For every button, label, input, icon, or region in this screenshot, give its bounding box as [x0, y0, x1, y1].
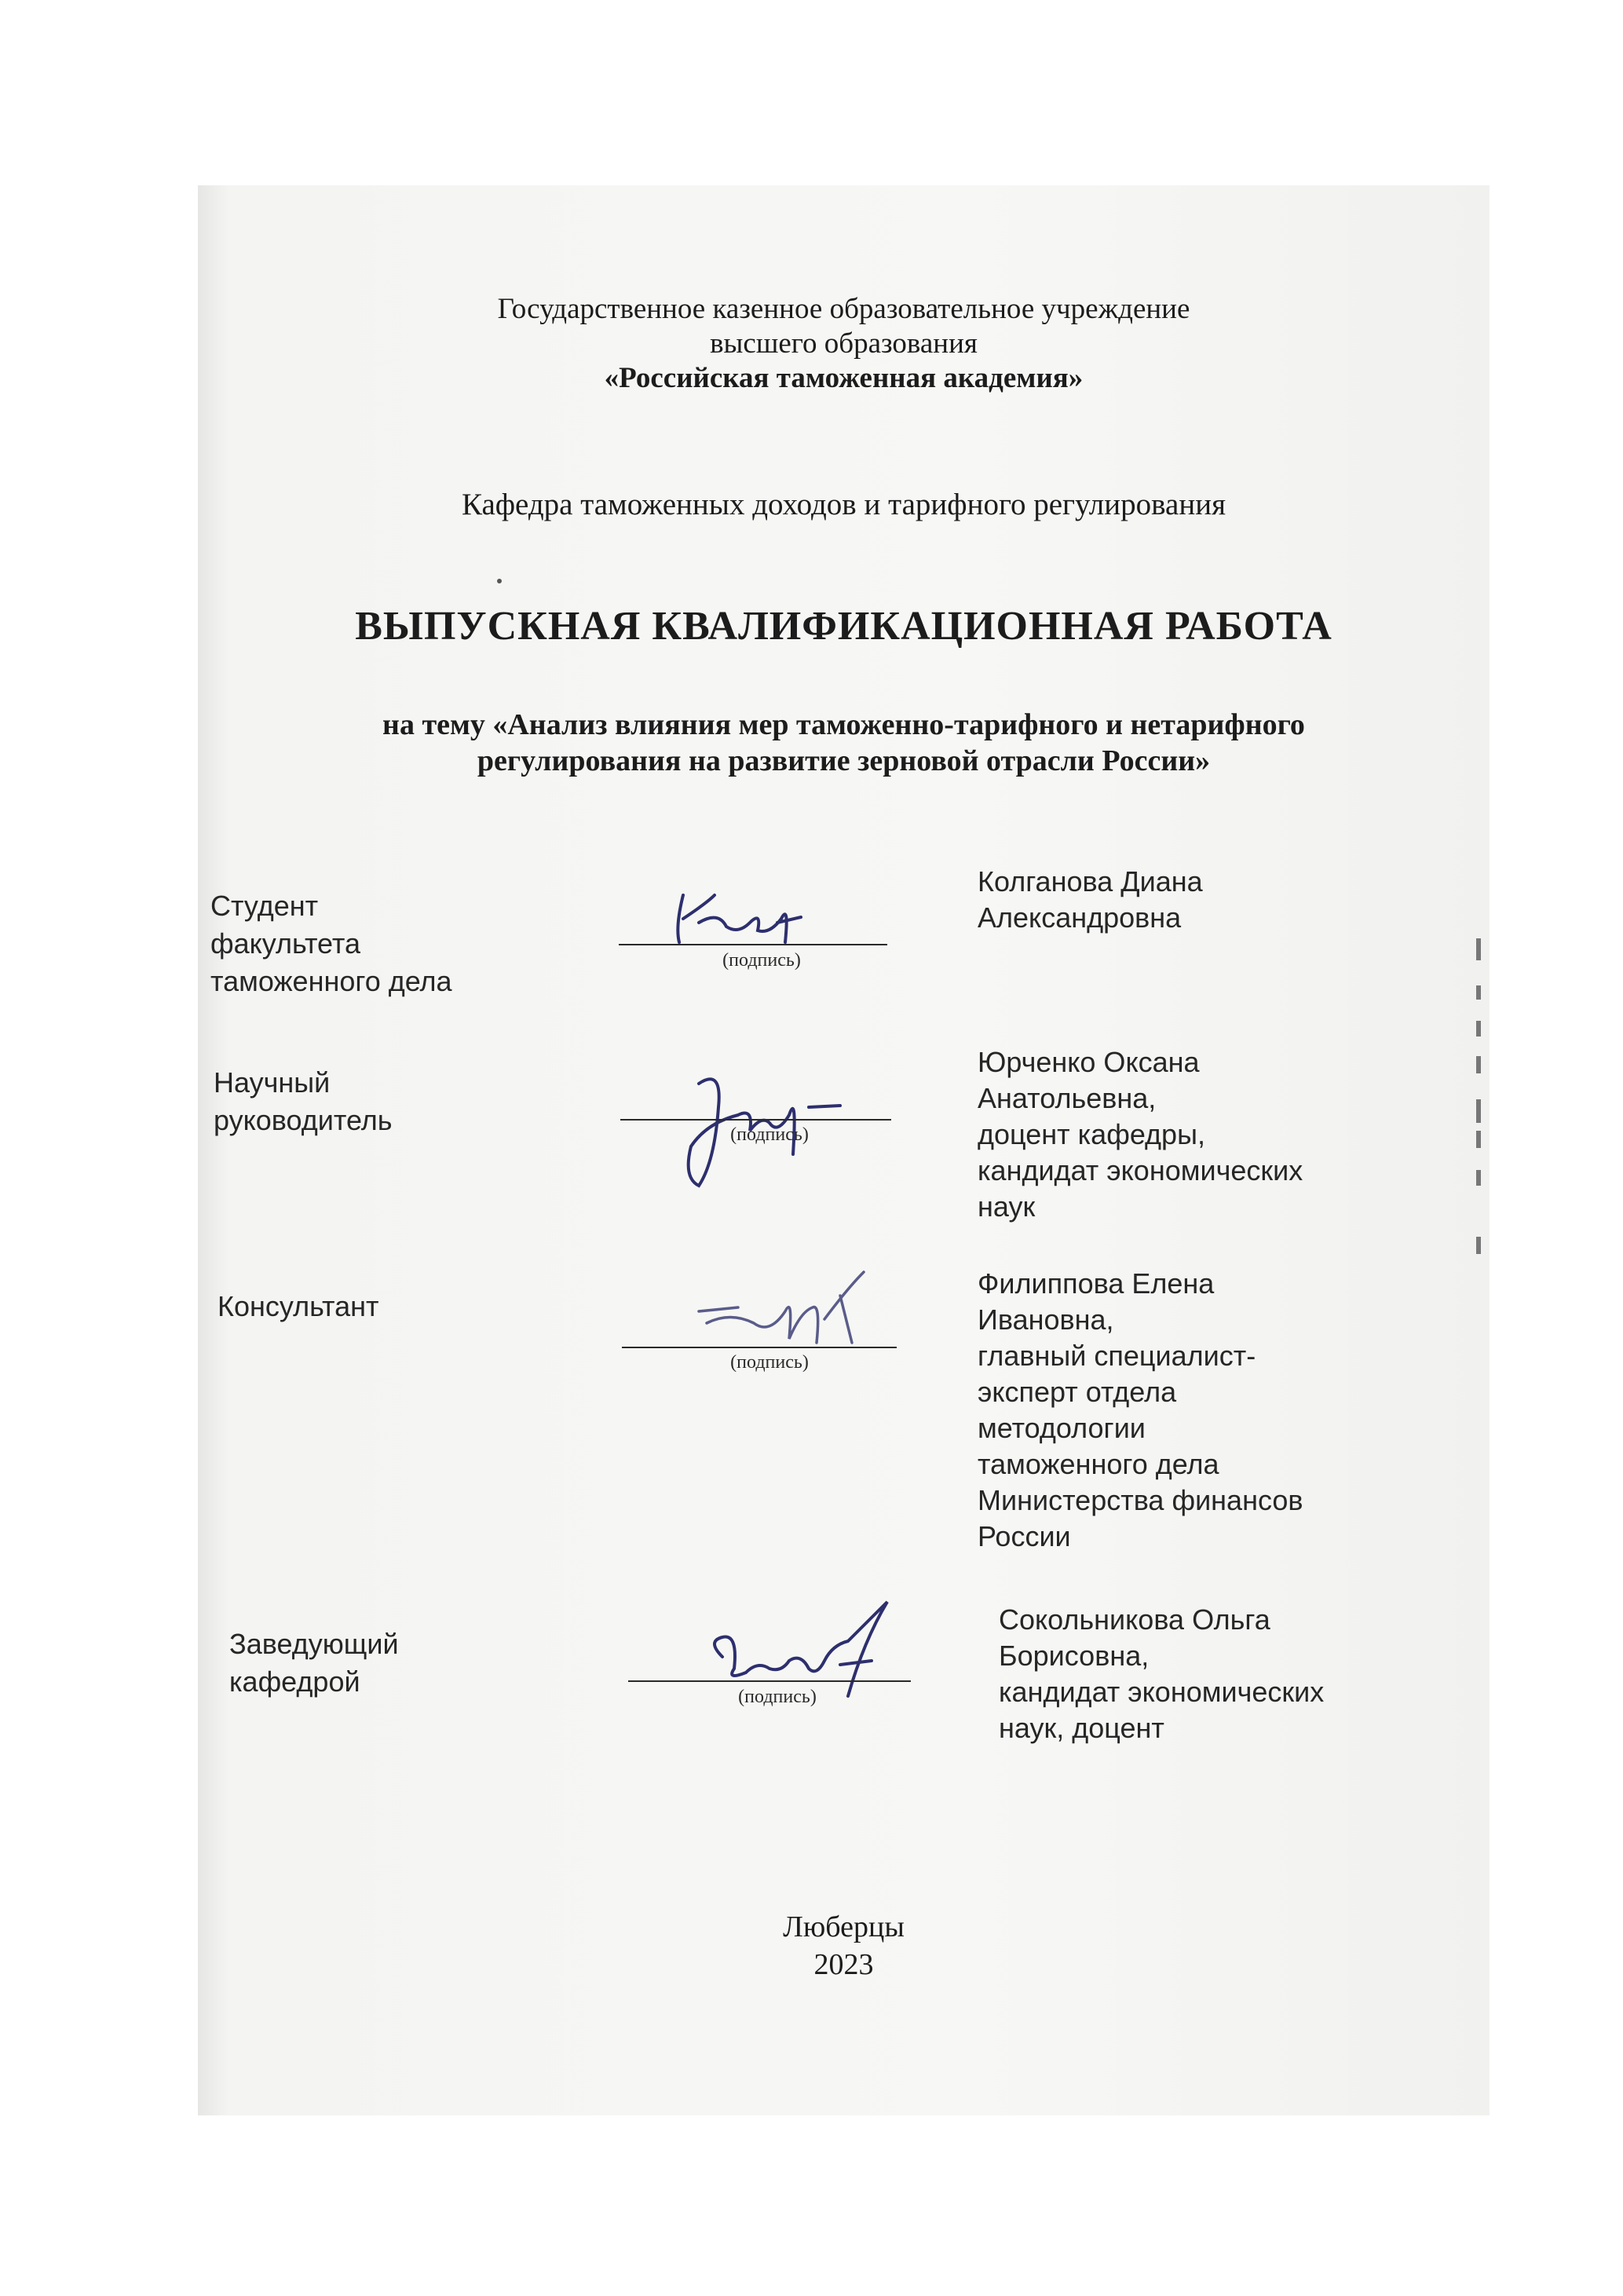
- role-line: Научный: [214, 1066, 331, 1099]
- name-line: эксперт отдела: [978, 1376, 1177, 1408]
- supervisor-role: [214, 1064, 393, 1139]
- role-line: таможенного дела: [210, 965, 452, 997]
- institution-name: «Российская таможенная академия»: [604, 362, 1084, 394]
- thesis-topic-line-1: на тему «Анализ влияния мер таможенно-тарифного и нетарифного: [382, 708, 1305, 741]
- name-line: доцент кафедры,: [978, 1118, 1205, 1150]
- head-of-department-role: [229, 1625, 399, 1701]
- role-line: руководитель: [214, 1104, 393, 1136]
- consultant-name: [978, 1266, 1303, 1555]
- supervisor-signature-line: [620, 1119, 891, 1121]
- thesis-topic-line-2: регулирования на развитие зерновой отрасли России»: [477, 744, 1211, 777]
- consultant-signature-line: [622, 1347, 897, 1348]
- name-line: Юрченко Оксана: [978, 1046, 1200, 1078]
- student-signature: [652, 879, 856, 958]
- role-line: кафедрой: [229, 1665, 360, 1698]
- student-role: [210, 887, 452, 1000]
- scan-edge-mark: [1476, 985, 1481, 1000]
- institution-level: высшего образования: [710, 327, 978, 360]
- signature-caption: (подпись): [730, 1124, 809, 1145]
- scan-edge-mark: [1476, 1170, 1481, 1186]
- scan-edge-mark: [1476, 1237, 1481, 1254]
- name-line: Сокольникова Ольга: [999, 1603, 1270, 1636]
- consultant-signature: [683, 1264, 887, 1366]
- institution-header: [198, 292, 1490, 396]
- consultant-role: [217, 1288, 379, 1325]
- name-line: Колганова Диана: [978, 865, 1203, 898]
- department-name: Кафедра таможенных доходов и тарифного регулирования: [461, 488, 1226, 521]
- name-line: наук, доцент: [999, 1712, 1164, 1744]
- name-line: главный специалист-: [978, 1340, 1256, 1372]
- name-line: Борисовна,: [999, 1640, 1150, 1672]
- name-line: кандидат экономических: [978, 1154, 1303, 1186]
- institution-type: Государственное казенное образовательное учреждение: [497, 293, 1190, 325]
- scan-edge-mark: [1476, 1131, 1481, 1148]
- name-line: наук: [978, 1190, 1036, 1223]
- head-of-department-signature-line: [628, 1680, 911, 1682]
- name-line: Министерства финансов: [978, 1484, 1303, 1516]
- footer: [198, 1908, 1490, 1983]
- head-of-department-name: [999, 1602, 1324, 1746]
- name-line: Анатольевна,: [978, 1082, 1157, 1114]
- student-name: [978, 864, 1203, 936]
- role-line: Студент: [210, 890, 319, 922]
- signature-caption: (подпись): [730, 1352, 809, 1373]
- signature-caption: (подпись): [738, 1687, 817, 1707]
- name-line: России: [978, 1520, 1071, 1552]
- student-signature-line: [619, 944, 887, 945]
- scan-speck: [497, 579, 502, 583]
- year: 2023: [813, 1948, 874, 1981]
- name-line: методологии: [978, 1412, 1146, 1444]
- role-line: Заведующий: [229, 1628, 399, 1660]
- scan-edge-mark: [1476, 1021, 1481, 1036]
- role-line: факультета: [210, 927, 360, 960]
- supervisor-name: [978, 1044, 1303, 1225]
- name-line: таможенного дела: [978, 1448, 1219, 1480]
- name-line: Филиппова Елена: [978, 1267, 1215, 1300]
- signature-caption: (подпись): [722, 950, 801, 971]
- name-line: кандидат экономических: [999, 1676, 1325, 1708]
- scan-edge-mark: [1476, 1099, 1481, 1123]
- document-title: ВЫПУСКНАЯ КВАЛИФИКАЦИОННАЯ РАБОТА: [355, 604, 1332, 649]
- thesis-topic: [198, 707, 1490, 779]
- scan-edge-mark: [1476, 938, 1481, 960]
- scan-edge-mark: [1476, 1056, 1481, 1073]
- name-line: Ивановна,: [978, 1303, 1114, 1336]
- city: Люберцы: [783, 1910, 905, 1943]
- role-line: Консультант: [217, 1290, 379, 1322]
- name-line: Александровна: [978, 901, 1182, 934]
